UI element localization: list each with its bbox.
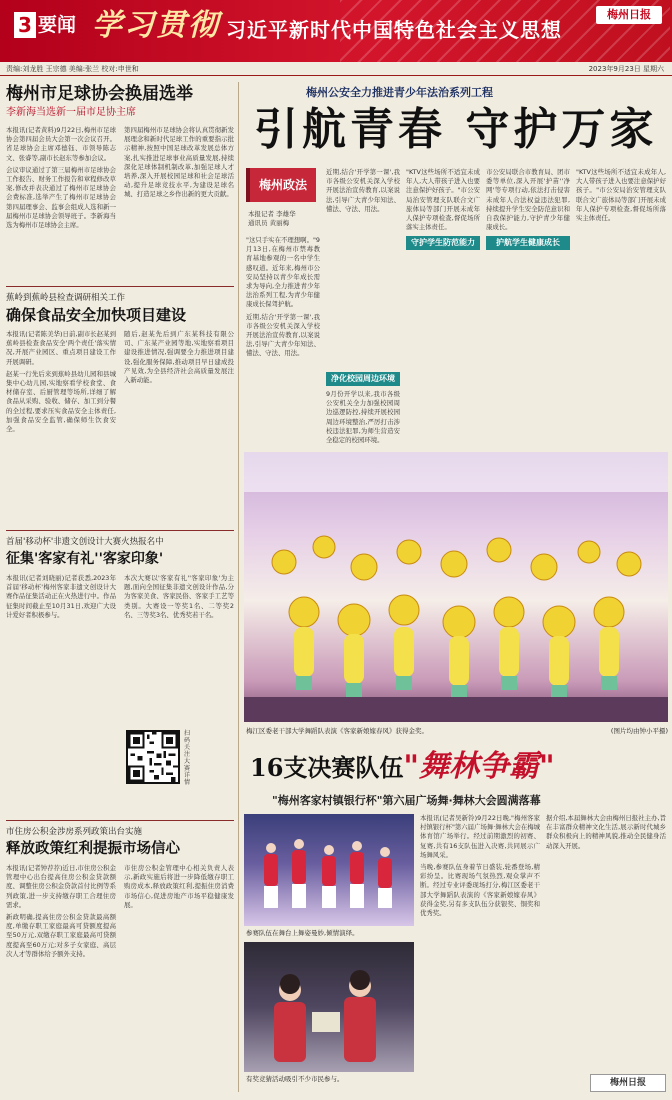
staff-credits: 责编:刘龙胜 王宗德 美编:张兰 校对:申世和 [6, 65, 139, 73]
food-p2: 赵某一行先后来到蕉岭县幼儿园和县城集中心幼儿园,实地察看学校食堂、食材储存室、后厨管理等场所,详细了解食品从采购、验收、储存、加工到分餐的全过程,要求压实食品安全主体责任,加强食品安全监管,确保师生饮食安全。 [6, 369, 116, 434]
ich-p1: 本报讯(记者刘晓丽)记者获悉,2023年首届'移动杯'梅州客家非遗文创设计大赛作品征集活动正在火热进行中。作品征集时间截止至10月31日,欢迎广大设计爱好者积极参与。 [6, 574, 116, 619]
police-col-3 [406, 168, 480, 446]
fund-kicker: 市住房公积金涉房系列政策出台实施 [6, 827, 143, 837]
masthead [0, 0, 672, 62]
food-title: 确保食品安全加快项目建设 [6, 306, 187, 324]
article-food [6, 292, 234, 530]
police-intro: "这只手实在不理想啊。"9月13日,在梅州市禁毒教育基地参观的一名中学生感叹道。近年来,梅州市公安局坚持以青少年成长需求为导向,全力推进青少年法治系列工程,为青少年健康成长保驾护航。 [246, 236, 320, 309]
stage-dance-illustration [244, 452, 668, 722]
police-col-5 [576, 168, 666, 446]
photo-mid-caption: 参赛队伍在舞台上舞姿曼妙,倾情演绎。 [246, 929, 359, 937]
divider [6, 286, 234, 287]
dance-p1: 本报讯(记者吴新铃)9月22日晚,"梅州客家村镇银行杯"第六届广场舞·舞林大会在梅城体育馆广场举行。经过前期激烈的初赛、复赛,共有16支队伍进入决赛,共同展示广场舞风采。 [420, 814, 540, 859]
photo-top-caption: 梅江区委老干部大学舞蹈队表演《客家新娘嫁春风》获得金奖。 [246, 727, 428, 735]
subhead-1: 净化校园周边环境 [326, 372, 400, 386]
police-p5b: "KTV这些场所不适宜未成年人,大人带孩子进入也要注意保护好孩子。"市公安局治安管理支队联合文广旅体局等部门开展未成年人保护专项检查,督促场所落实主体责任。 [576, 168, 666, 223]
football-title: 梅州市足球协会换届选举 [6, 84, 193, 104]
photo-stage-dance [244, 452, 668, 722]
page-number: 3 [14, 12, 36, 38]
dance-p2: 当晚,参赛队伍身着节日盛装,轮番登场,精彩纷呈。比赛现场气氛热烈,观众掌声不断。经过专业评委现场打分,梅江区委老干部大学舞蹈队表演的《客家新娘嫁春风》获得金奖,另有多支队伍分获银奖、铜奖和优秀奖。 [420, 863, 540, 918]
dance-title-b: "舞林争霸" [403, 749, 555, 784]
subhead-3: 守护学生防范能力 [406, 236, 480, 250]
qr-label: 扫码关注大赛详情 [184, 730, 191, 786]
photo-top-credit: (图片均由钟小平摄) [610, 727, 668, 735]
dance-p3: 据介绍,本届舞林大会由梅州日报社主办,旨在丰富群众精神文化生活,展示新时代城乡群众积极向上的精神风貌,推动全民健身活动深入开展。 [546, 814, 666, 850]
police-p2: 近期,结合'开学第一课',我市各级公安机关深入学校开展法治宣传教育,以案说法,引导广大青少年知法、懂法、守法、用法。 [246, 312, 320, 358]
dance-title-a: 16支决赛队伍 [250, 753, 404, 782]
dance-col-2 [546, 814, 666, 1064]
football-subtitle: 李新海当选新一届市足协主席 [6, 107, 136, 118]
police-byline: 本报记者 李雄华 通讯员 黄丽梅 [248, 210, 296, 227]
article-ich [6, 536, 234, 724]
police-col-4 [486, 168, 570, 446]
photo-bot-caption: 有奖竞猜活动吸引不少市民参与。 [246, 1075, 344, 1083]
banner-kicker: 梅州公安全力推进青少年法治系列工程 [306, 86, 493, 99]
dancers-illustration [244, 814, 414, 926]
calligraphy-title: 学习贯彻 [92, 8, 220, 43]
article-football [6, 82, 234, 312]
football-p3: 第四届梅州市足球协会将认真贯彻新发展理念和新时代足球工作的重要指示批示精神,按照中国足球改革发展总体方案,扎实推进足球事业高质量发展,持续深化足球体制机制改革,加强足球人才培养,深入开展校园足球和社会足球活动,提升足球竞技水平,为建设足球名城、打造足球之乡作出新的更大贡献。 [124, 126, 234, 199]
police-p3-lead: 近期,结合'开学第一课',我市各级公安机关深入学校开展法治宣传教育,以案说法,引导广大青少年知法、懂法、守法、用法。 [326, 168, 400, 213]
fund-p1: 本报讯(记者钟荐荐)近日,市住房公积金管理中心出台提高住房公积金贷款额度、调整住房公积金贷款首付比例等系列政策,进一步支持缴存职工合理住房需求。 [6, 864, 116, 909]
banner-title: 引航青春 守护万家 [254, 104, 658, 155]
section-name: 要闻 [38, 14, 77, 36]
newspaper-logo: 梅州日报 [596, 6, 662, 24]
food-kicker: 蕉岭到蕉岭县检查调研相关工作 [6, 293, 126, 303]
photo-quiz [244, 942, 414, 1072]
divider [6, 820, 234, 821]
info-bar [0, 62, 672, 76]
ich-p2: 本次大赛以'客家有礼''客家印象'为主题,面向全国征集非遗文创设计作品,分为客家美食、客家民俗、客家手工艺等类别。大赛设一等奖1名、二等奖2名、三等奖3名、优秀奖若干名。 [124, 574, 234, 619]
food-p1: 本报讯(记者陈美华)日前,副市长赵某到蕉岭县检查食品安全'两个责任'落实情况,开展产业园区、重点项目建设工作开展调研。 [6, 330, 116, 366]
ich-kicker: 首届'移动杯'非遗文创设计大赛火热报名中 [6, 537, 164, 547]
issue-date: 2023年9月23日 星期六 [588, 65, 664, 73]
quiz-illustration [244, 942, 414, 1072]
qr-code[interactable] [126, 730, 180, 784]
photo-dancers [244, 814, 414, 926]
divider [6, 530, 234, 531]
police-p3: 9月份开学以来,我市各级公安机关全力加强校园周边巡逻防控,持续开展校园周边环境整治,严厉打击涉校违法犯罪,为师生营造安全稳定的校园环境。 [326, 390, 400, 445]
subhead-2: 护航学生健康成长 [486, 236, 570, 250]
watermark-logo: 梅州日报 [590, 1074, 666, 1092]
fund-p2: 新政明确,提高住房公积金贷款最高额度,单缴存职工家庭最高可贷额度提高至50万元,双缴存职工家庭最高可贷额度提高至60万元;对多子女家庭、高层次人才等群体给予额外支持。 [6, 913, 116, 958]
ich-title: 征集'客家有礼''客家印象' [6, 551, 164, 567]
football-p2: 会议审议通过了第三届梅州市足球协会工作报告、财务工作报告和章程修改草案,修改并表决通过了梅州市足球协会会费标准,选举产生了梅州市足球协会第四届理事会、监事会组成人选和新一届梅州市足球协会领导班子。李新海当选为梅州市足球协会主席。 [6, 165, 116, 230]
dance-headline [250, 744, 670, 790]
police-banner [246, 84, 666, 162]
column-tag: 梅州政法 [246, 168, 316, 202]
police-col-2-top [326, 168, 400, 372]
dance-col-1 [420, 814, 540, 1094]
dance-subtitle: "梅州客家村镇银行杯"第六届广场舞·舞林大会圆满落幕 [272, 794, 541, 807]
football-p1: 本报讯(记者黄料)9月22日,梅州市足球协会第四届会员大会第一次会议召开。省足球协会主席邓德钰、市领导陈志文、张睿等,副市长赵东等参加会议。 [6, 126, 116, 162]
column-divider [238, 82, 239, 1092]
fund-p3: 市住房公积金管理中心相关负责人表示,新政实施后将进一步降低缴存职工购房成本,释放政策红利,提振住房消费市场信心,促进房地产市场平稳健康发展。 [124, 864, 234, 909]
food-p3: 随后,赵某先后到广东某科技有限公司、广东某产业园等地,实地察看项目建设推进情况,强调要全力推进项目建设,强化服务保障,推动项目早日建成投产见效,为全县经济社会高质量发展注入新动能。 [124, 330, 234, 385]
police-p4: "KTV这些场所不适宜未成年人,大人带孩子进入也要注意保护好孩子。"市公安局治安管理支队联合文广旅体局等部门开展未成年人保护专项检查,督促场所落实主体责任。 [406, 168, 480, 232]
article-fund [6, 826, 234, 1094]
fund-title: 释放政策红利提振市场信心 [6, 840, 180, 857]
police-col-1 [246, 236, 320, 446]
police-p5: 市公安局联合市教育局、团市委等单位,深入开展'护苗''净网'等专项行动,依法打击侵害未成年人合法权益违法犯罪,持续提升学生安全防范意识和自我保护能力,守护青少年健康成长。 [486, 168, 570, 232]
slogan: 习近平新时代中国特色社会主义思想 [226, 18, 562, 42]
